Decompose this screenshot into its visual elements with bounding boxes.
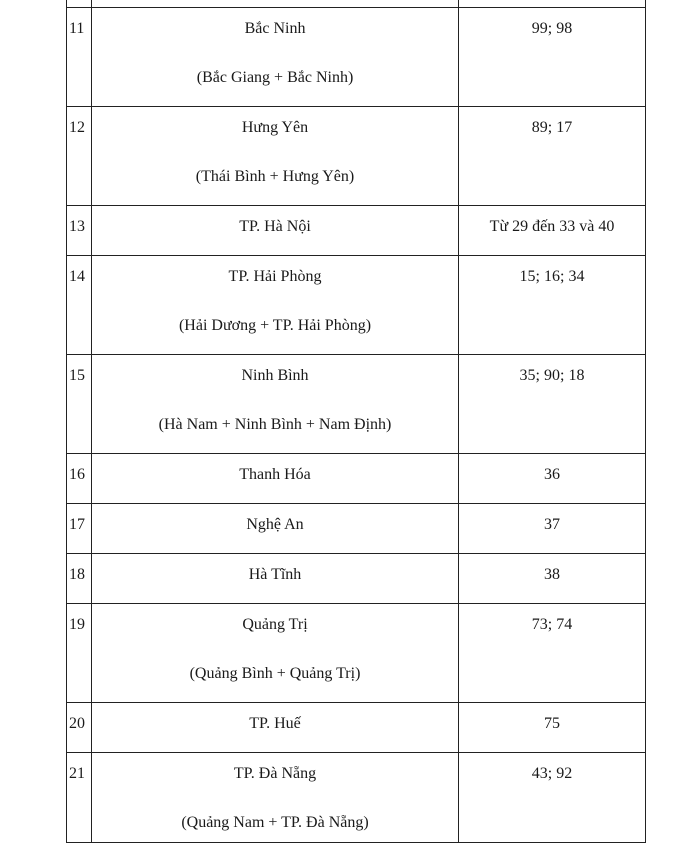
province-table-container bbox=[66, 0, 646, 843]
row-number-cell: 14 bbox=[67, 256, 92, 355]
province-table bbox=[66, 0, 646, 843]
table-row bbox=[67, 355, 646, 454]
table-row bbox=[67, 8, 646, 107]
merged-provinces-note: (Hà Nam + Ninh Bình + Nam Định) bbox=[158, 416, 392, 433]
province-name: Quảng Trị bbox=[242, 616, 308, 633]
table-row bbox=[67, 107, 646, 206]
plate-code-cell: 73; 74 bbox=[459, 604, 646, 703]
merged-provinces-note: (Quảng Bình + Quảng Trị) bbox=[189, 665, 361, 682]
table-row bbox=[67, 703, 646, 753]
plate-code-cell: 15; 16; 34 bbox=[459, 256, 646, 355]
province-name: TP. Hà Nội bbox=[239, 218, 311, 235]
province-name-cell bbox=[92, 554, 459, 604]
row-number-cell: 15 bbox=[67, 355, 92, 454]
plate-code-cell: 89; 17 bbox=[459, 107, 646, 206]
plate-code-cell: 75 bbox=[459, 703, 646, 753]
top-edge-cell bbox=[67, 0, 92, 8]
province-name: TP. Hải Phòng bbox=[228, 268, 322, 285]
table-row bbox=[67, 454, 646, 504]
province-name: TP. Huế bbox=[249, 715, 301, 732]
plate-code-cell: 35; 90; 18 bbox=[459, 355, 646, 454]
row-number-cell: 19 bbox=[67, 604, 92, 703]
province-name: Nghệ An bbox=[246, 516, 304, 533]
plate-code-cell: 36 bbox=[459, 454, 646, 504]
table-row bbox=[67, 554, 646, 604]
province-name-cell bbox=[92, 454, 459, 504]
province-name-cell bbox=[92, 206, 459, 256]
row-number-cell: 12 bbox=[67, 107, 92, 206]
province-name-cell bbox=[92, 703, 459, 753]
row-number-cell: 18 bbox=[67, 554, 92, 604]
province-name: Thanh Hóa bbox=[239, 466, 311, 483]
province-name-cell bbox=[92, 355, 459, 454]
row-number-cell: 16 bbox=[67, 454, 92, 504]
merged-provinces-note: (Quảng Nam + TP. Đà Nẵng) bbox=[181, 814, 369, 831]
row-number-cell: 11 bbox=[67, 8, 92, 107]
province-name: Hà Tĩnh bbox=[248, 566, 302, 583]
province-name: Bắc Ninh bbox=[244, 20, 306, 37]
plate-code-cell: 43; 92 bbox=[459, 753, 646, 843]
table-top-edge-row bbox=[67, 0, 646, 8]
merged-provinces-note: (Thái Bình + Hưng Yên) bbox=[195, 168, 355, 185]
plate-code-cell: 99; 98 bbox=[459, 8, 646, 107]
top-edge-cell bbox=[92, 0, 459, 8]
province-name-cell bbox=[92, 8, 459, 107]
province-name: Ninh Bình bbox=[241, 367, 309, 384]
plate-code-cell: 37 bbox=[459, 504, 646, 554]
row-number-cell: 13 bbox=[67, 206, 92, 256]
province-name-cell bbox=[92, 107, 459, 206]
province-name-cell bbox=[92, 753, 459, 843]
province-name: Hưng Yên bbox=[241, 119, 309, 136]
table-row bbox=[67, 604, 646, 703]
province-table-body bbox=[67, 0, 646, 843]
merged-provinces-note: (Hải Dương + TP. Hải Phòng) bbox=[178, 317, 372, 334]
province-name-cell bbox=[92, 504, 459, 554]
table-row bbox=[67, 753, 646, 843]
table-row bbox=[67, 504, 646, 554]
table-row bbox=[67, 206, 646, 256]
table-row bbox=[67, 256, 646, 355]
plate-code-cell: 38 bbox=[459, 554, 646, 604]
top-edge-cell bbox=[459, 0, 646, 8]
row-number-cell: 21 bbox=[67, 753, 92, 843]
plate-code-cell: Từ 29 đến 33 và 40 bbox=[459, 206, 646, 256]
province-name-cell bbox=[92, 604, 459, 703]
province-name-cell bbox=[92, 256, 459, 355]
row-number-cell: 20 bbox=[67, 703, 92, 753]
row-number-cell: 17 bbox=[67, 504, 92, 554]
province-name: TP. Đà Nẵng bbox=[233, 765, 317, 782]
merged-provinces-note: (Bắc Giang + Bắc Ninh) bbox=[196, 69, 354, 86]
